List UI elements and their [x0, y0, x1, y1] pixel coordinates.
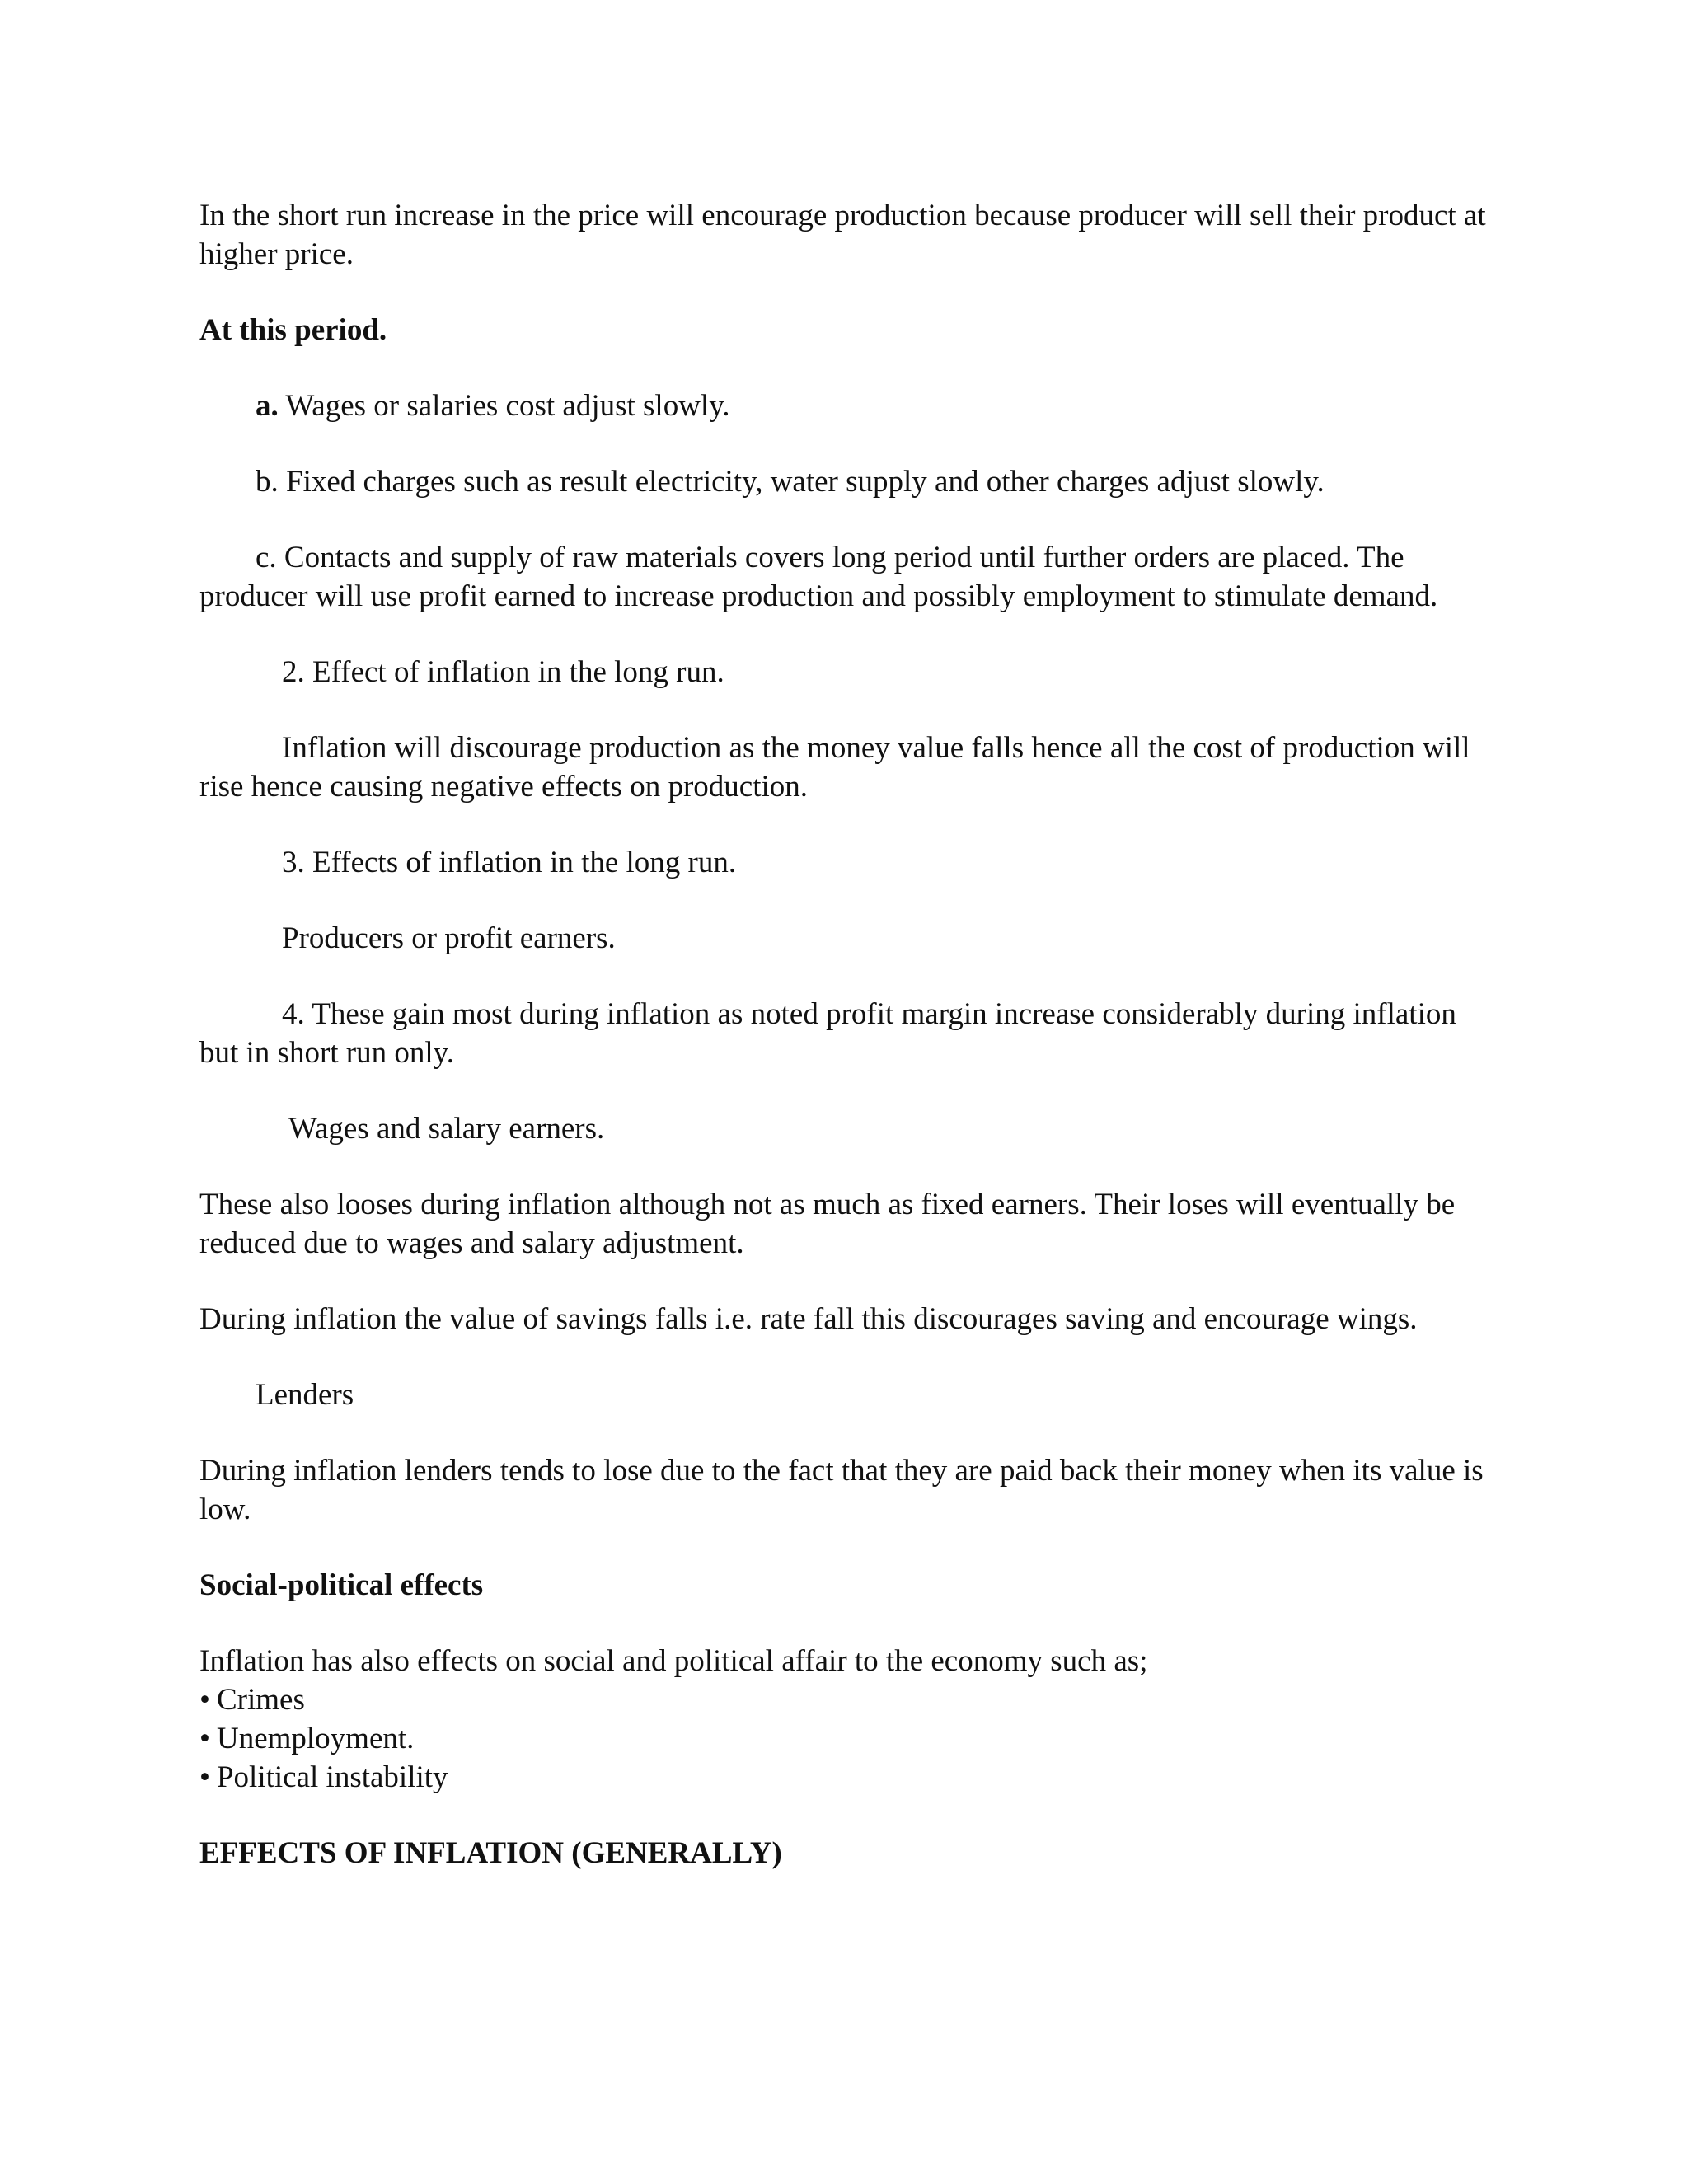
list-item: • Unemployment.	[199, 1722, 415, 1755]
section-3-title: 3. Effects of inflation in the long run.	[282, 846, 737, 879]
section-4-text: 4. These gain most during inflation as noted profit margin increase considerably during inflation but in short run only.	[199, 997, 1456, 1070]
social-intro: Inflation has also effects on social and political affair to the economy such as;	[199, 1644, 1148, 1678]
list-item: • Crimes	[199, 1683, 305, 1717]
item-c: c. Contacts and supply of raw materials covers long period until further orders are placed. The producer will use profit earned to increase production and possibly employment to stimulate demand.	[199, 541, 1438, 613]
item-a	[199, 387, 1502, 425]
savings-paragraph: During inflation the value of savings falls i.e. rate fall this discourages saving and encourage wings.	[199, 1302, 1418, 1336]
section-2-text: Inflation will discourage production as the money value falls hence all the cost of production will rise hence causing negative effects on production.	[199, 731, 1470, 804]
general-effects-heading: EFFECTS OF INFLATION (GENERALLY)	[199, 1836, 782, 1870]
item-b: b. Fixed charges such as result electricity, water supply and other charges adjust slowly.	[256, 465, 1325, 499]
list-item: • Political instability	[199, 1760, 448, 1794]
bullet-icon: •	[199, 1722, 210, 1755]
social-effects-list	[199, 1680, 1502, 1797]
producers-heading: Producers or profit earners.	[282, 921, 616, 955]
bullet-icon: •	[199, 1683, 210, 1717]
wages-paragraph: These also looses during inflation although not as much as fixed earners. Their loses will eventually be reduced due to wages and salary adjustment.	[199, 1188, 1456, 1260]
page-content	[199, 196, 1502, 1910]
short-run-paragraph: In the short run increase in the price will encourage production because producer will sell their product at higher price.	[199, 199, 1486, 271]
period-heading: At this period.	[199, 313, 387, 347]
item-a-label: a.	[256, 389, 279, 423]
section-2-title: 2. Effect of inflation in the long run.	[282, 655, 724, 689]
lenders-heading: Lenders	[256, 1378, 354, 1412]
lenders-paragraph: During inflation lenders tends to lose due to the fact that they are paid back their money when its value is low.	[199, 1454, 1484, 1526]
bullet-icon: •	[199, 1760, 210, 1794]
item-a-text: Wages or salaries cost adjust slowly.	[278, 389, 730, 423]
social-political-heading: Social-political effects	[199, 1568, 484, 1602]
wages-heading: Wages and salary earners.	[288, 1112, 605, 1146]
